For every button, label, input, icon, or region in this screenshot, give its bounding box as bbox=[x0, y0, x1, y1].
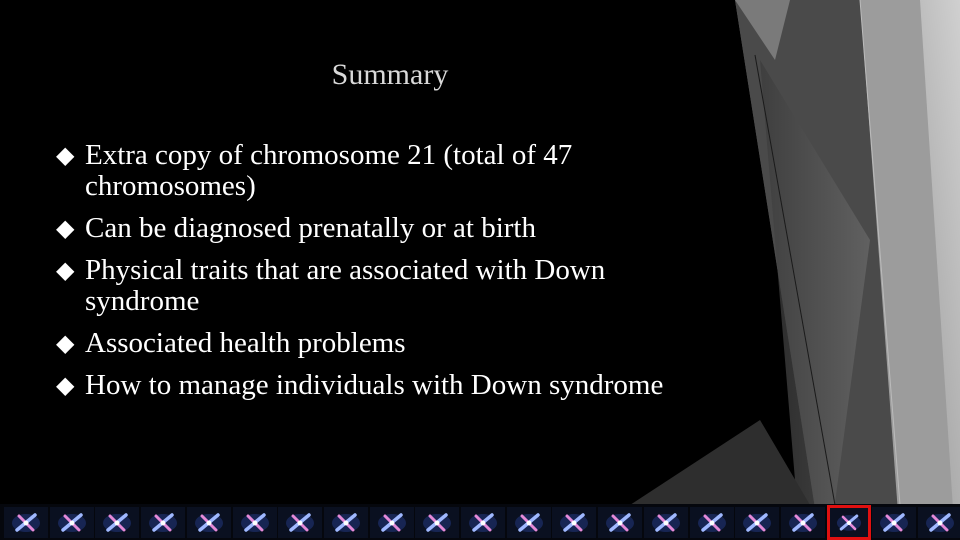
chromosome-icon bbox=[735, 507, 779, 538]
slide-thumbnail[interactable] bbox=[735, 507, 779, 538]
chromosome-icon bbox=[415, 507, 459, 538]
chromosome-icon bbox=[918, 507, 960, 538]
chromosome-icon bbox=[872, 507, 916, 538]
chromosome-icon bbox=[644, 507, 688, 538]
chromosome-icon bbox=[324, 507, 368, 538]
bullet-item-1 bbox=[56, 140, 696, 202]
slide-thumbnail[interactable] bbox=[187, 507, 231, 538]
diamond-bullet-icon: ◆ bbox=[56, 216, 75, 242]
chromosome-icon bbox=[50, 507, 94, 538]
slide-thumbnail[interactable] bbox=[324, 507, 368, 538]
slide-thumbnail[interactable] bbox=[278, 507, 322, 538]
bullet-item-5 bbox=[56, 370, 696, 401]
chromosome-icon bbox=[187, 507, 231, 538]
chromosome-icon bbox=[141, 507, 185, 538]
bullet-text: How to manage individuals with Down syndrome bbox=[85, 369, 664, 401]
slide-thumbnail[interactable] bbox=[690, 507, 734, 538]
chromosome-icon bbox=[830, 508, 868, 537]
diamond-bullet-icon: ◆ bbox=[56, 331, 75, 357]
bullet-item-4 bbox=[56, 328, 696, 359]
chromosome-icon bbox=[781, 507, 825, 538]
bullet-text: Associated health problems bbox=[85, 327, 406, 359]
slide-thumbnail[interactable] bbox=[4, 507, 48, 538]
slide-thumbnail[interactable] bbox=[644, 507, 688, 538]
slide-thumbnail[interactable] bbox=[598, 507, 642, 538]
bullet-item-3 bbox=[56, 255, 696, 317]
bullet-text: Physical traits that are associated with Down syndrome bbox=[85, 254, 606, 317]
slide-thumbnail[interactable] bbox=[872, 507, 916, 538]
slide-thumbnail[interactable] bbox=[461, 507, 505, 538]
slide-thumbnail[interactable] bbox=[918, 507, 960, 538]
slide-thumbnail[interactable] bbox=[370, 507, 414, 538]
chromosome-icon bbox=[461, 507, 505, 538]
slide-title: Summary bbox=[331, 58, 449, 91]
diamond-bullet-icon: ◆ bbox=[56, 258, 75, 284]
chromosome-icon bbox=[507, 507, 551, 538]
bullet-list bbox=[56, 140, 696, 412]
slide-thumbnail[interactable] bbox=[233, 507, 277, 538]
chromosome-icon bbox=[233, 507, 277, 538]
slide-thumbnail[interactable] bbox=[50, 507, 94, 538]
chromosome-icon bbox=[598, 507, 642, 538]
chromosome-icon bbox=[690, 507, 734, 538]
slide-thumbnail[interactable] bbox=[827, 505, 871, 540]
chromosome-icon bbox=[370, 507, 414, 538]
slide-thumbnail[interactable] bbox=[95, 507, 139, 538]
chromosome-icon bbox=[552, 507, 596, 538]
chromosome-icon bbox=[4, 507, 48, 538]
chromosome-icon bbox=[95, 507, 139, 538]
bullet-text: Extra copy of chromosome 21 (total of 47 chromosomes) bbox=[85, 139, 573, 202]
facet-bottom-left bbox=[630, 420, 810, 505]
bullet-item-2 bbox=[56, 213, 696, 244]
diamond-bullet-icon: ◆ bbox=[56, 373, 75, 399]
diamond-bullet-icon: ◆ bbox=[56, 143, 75, 169]
slide-thumbnail[interactable] bbox=[415, 507, 459, 538]
bullet-text: Can be diagnosed prenatally or at birth bbox=[85, 212, 536, 244]
slide-thumbnail[interactable] bbox=[507, 507, 551, 538]
thumbnail-strip bbox=[0, 504, 960, 540]
slide-thumbnail[interactable] bbox=[781, 507, 825, 538]
slide-thumbnail[interactable] bbox=[552, 507, 596, 538]
slide-thumbnail[interactable] bbox=[141, 507, 185, 538]
chromosome-icon bbox=[278, 507, 322, 538]
